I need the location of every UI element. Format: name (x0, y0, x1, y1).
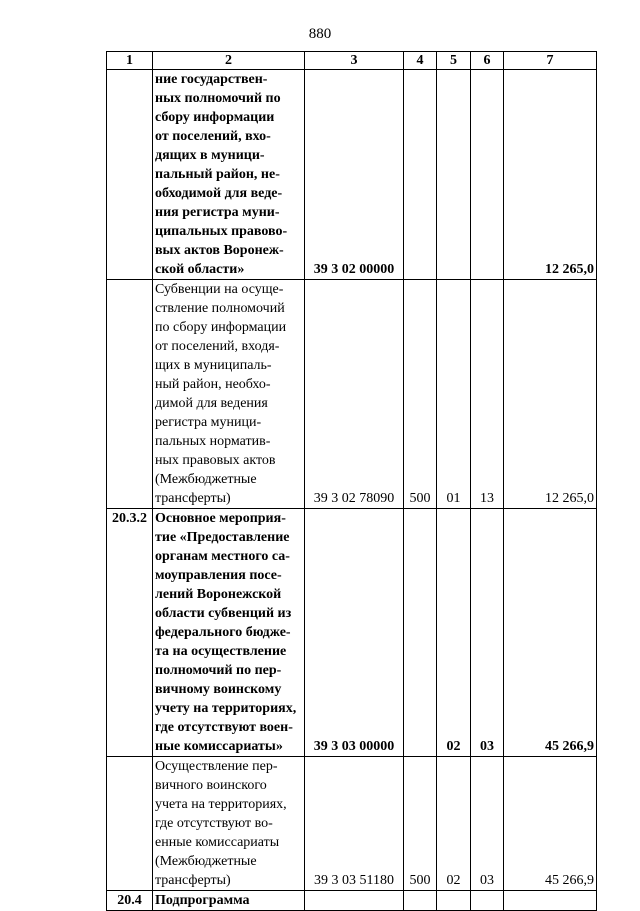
item-name (153, 891, 305, 911)
item-name (153, 280, 305, 509)
item-name-line: Субвенции на осуще- (155, 282, 284, 297)
section-code: 01 (437, 280, 471, 509)
item-name-line: учета на территориях, (155, 797, 287, 812)
page-number: 880 (308, 26, 332, 42)
item-name-line: та на осуществление (155, 644, 287, 659)
item-name-line: ской области» (155, 262, 245, 277)
item-number (107, 70, 153, 280)
expense-type (404, 891, 437, 911)
item-name-line: полномочий по пер- (155, 663, 282, 678)
item-name-line: вичному воинскому (155, 682, 282, 697)
item-name-line: (Межбюджетные (155, 472, 257, 487)
section-code (437, 70, 471, 280)
header-cell: 3 (305, 52, 404, 70)
item-name-line: от поселений, вхо- (155, 129, 271, 144)
header-cell: 6 (471, 52, 504, 70)
subsection-code: 03 (471, 757, 504, 891)
table-row (107, 891, 597, 911)
header-cell: 2 (153, 52, 305, 70)
target-code: 39 3 03 00000 (305, 509, 404, 757)
subsection-code: 03 (471, 509, 504, 757)
item-name-line: дящих в муници- (155, 148, 265, 163)
item-name-line: щих в муниципаль- (155, 358, 272, 373)
item-name-line: где отсутствуют воен- (155, 720, 293, 735)
subsection-code (471, 891, 504, 911)
item-name-line: сбору информации (155, 110, 275, 125)
expense-type (404, 509, 437, 757)
item-name-line: ные комиссариаты» (155, 739, 283, 754)
header-cell: 4 (404, 52, 437, 70)
table-header-row (107, 52, 597, 70)
item-name-line: где отсутствуют во- (155, 816, 273, 831)
table-row (107, 757, 597, 891)
item-name-line: трансферты) (155, 873, 231, 888)
item-name-line: обходимой для веде- (155, 186, 283, 201)
item-name-line: пальных норматив- (155, 434, 271, 449)
target-code: 39 3 02 78090 (305, 280, 404, 509)
item-name-line: ный район, необхо- (155, 377, 271, 392)
item-name-line: (Межбюджетные (155, 854, 257, 869)
item-name-line: по сбору информации (155, 320, 287, 335)
table-row (107, 280, 597, 509)
amount: 12 265,0 (504, 280, 597, 509)
item-name-line: вых актов Воронеж- (155, 243, 284, 258)
item-name-line: ципальных правово- (155, 224, 288, 239)
item-name-line: регистра муници- (155, 415, 262, 430)
section-code: 02 (437, 509, 471, 757)
amount: 12 265,0 (504, 70, 597, 280)
expense-type (404, 70, 437, 280)
item-name-line: Осуществление пер- (155, 759, 278, 774)
item-name-line: ние государствен- (155, 72, 268, 87)
item-name-line: пальный район, не- (155, 167, 280, 182)
item-name (153, 757, 305, 891)
item-name-line: вичного воинского (155, 778, 267, 793)
table-row (107, 509, 597, 757)
item-number (107, 280, 153, 509)
header-cell: 1 (107, 52, 153, 70)
item-name-line: учету на территориях, (155, 701, 297, 716)
item-name-line: федерального бюдже- (155, 625, 291, 640)
item-name-line: ния регистра муни- (155, 205, 280, 220)
item-name (153, 509, 305, 757)
item-name-line: ных правовых актов (155, 453, 276, 468)
item-name (153, 70, 305, 280)
amount: 45 266,9 (504, 509, 597, 757)
item-name-line: димой для ведения (155, 396, 268, 411)
amount: 45 266,9 (504, 757, 597, 891)
table-row (107, 70, 597, 280)
expense-type: 500 (404, 280, 437, 509)
item-name-line: тие «Предоставление (155, 530, 290, 545)
item-number (107, 757, 153, 891)
item-name-line: ствление полномочий (155, 301, 285, 316)
subsection-code (471, 70, 504, 280)
subsection-code: 13 (471, 280, 504, 509)
item-number: 20.3.2 (107, 509, 153, 757)
item-name-line: органам местного са- (155, 549, 290, 564)
expense-type: 500 (404, 757, 437, 891)
item-name-line: лений Воронежской (155, 587, 282, 602)
item-name-line: трансферты) (155, 491, 231, 506)
target-code (305, 891, 404, 911)
item-name-line: области субвенций из (155, 606, 292, 621)
section-code (437, 891, 471, 911)
item-name-line: от поселений, входя- (155, 339, 280, 354)
target-code: 39 3 02 00000 (305, 70, 404, 280)
target-code: 39 3 03 51180 (305, 757, 404, 891)
item-number: 20.4 (107, 891, 153, 911)
item-name-line: енные комиссариаты (155, 835, 280, 850)
item-name-line: Подпрограмма (155, 893, 250, 908)
item-name-line: моуправления посе- (155, 568, 282, 583)
section-code: 02 (437, 757, 471, 891)
item-name-line: ных полномочий по (155, 91, 281, 106)
header-cell: 5 (437, 52, 471, 70)
budget-table (106, 51, 597, 911)
item-name-line: Основное мероприя- (155, 511, 286, 526)
amount (504, 891, 597, 911)
header-cell: 7 (504, 52, 597, 70)
